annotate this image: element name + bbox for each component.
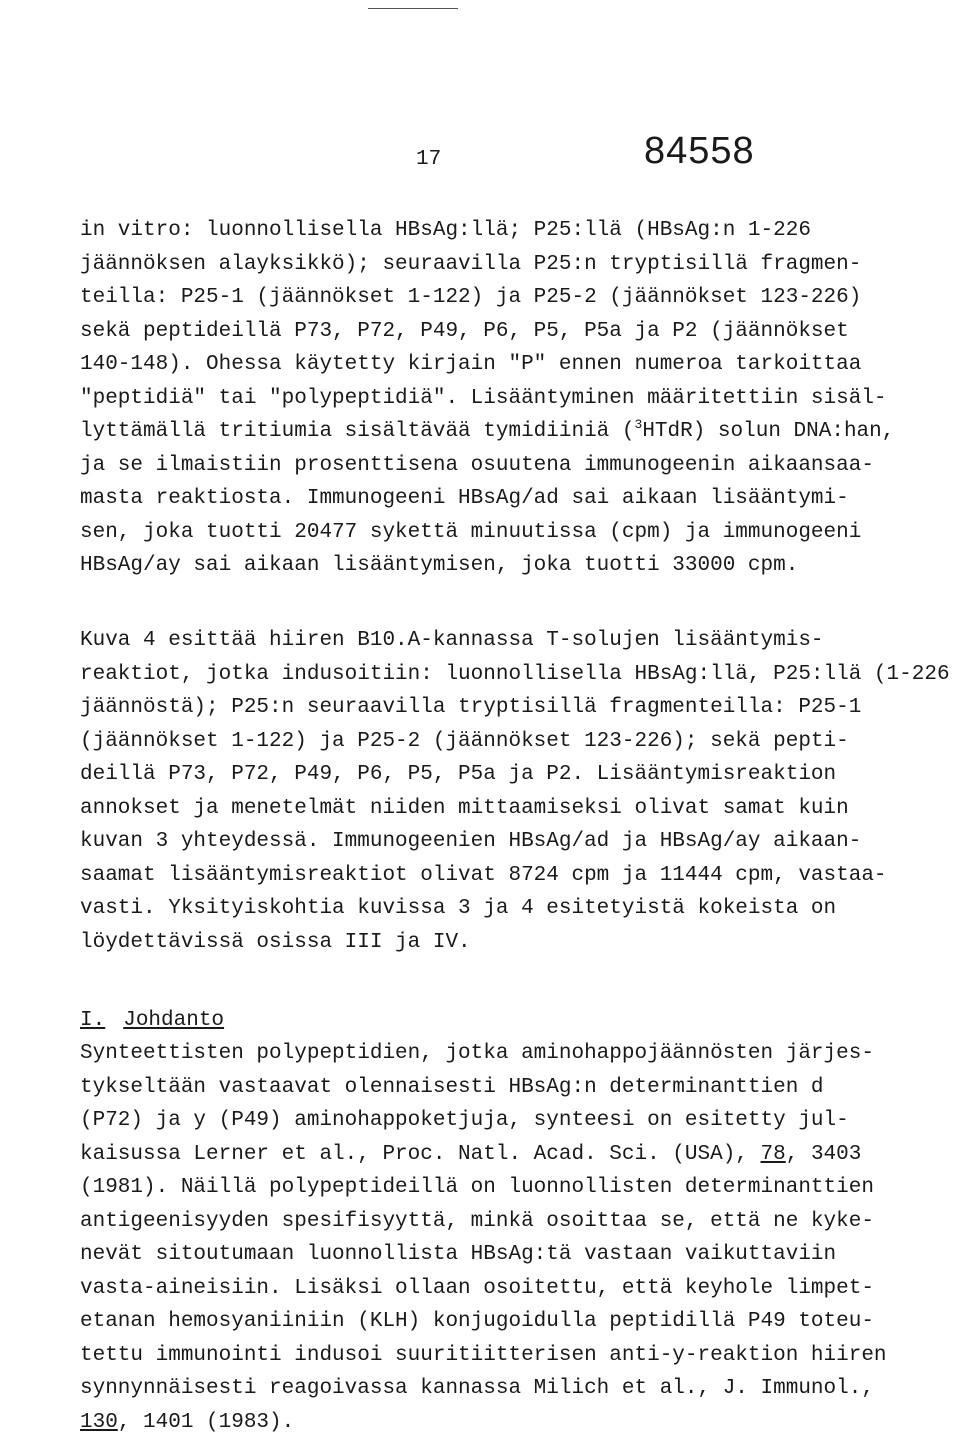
text-segment: , 3403 bbox=[785, 1142, 862, 1166]
text-line: Kuva 4 esittää hiiren B10.A-kannassa T-solujen lisääntymis- bbox=[80, 629, 824, 652]
text-line: tettu immunointi indusoi suuritiitterisen anti-y-reaktion hiiren bbox=[80, 1343, 887, 1367]
paragraph-introduction bbox=[80, 1037, 950, 1439]
text-line-citation bbox=[80, 1406, 950, 1440]
text-line: HBsAg/ay sai aikaan lisääntymisen, joka tuotti 33000 cpm. bbox=[80, 554, 799, 577]
text-line: (1981). Näillä polypeptideillä on luonnollisten determinanttien bbox=[80, 1176, 874, 1199]
paragraph-proliferation bbox=[80, 214, 950, 583]
citation-volume: 78 bbox=[760, 1142, 786, 1166]
text-line: annokset ja menetelmät niiden mittaamiseksi olivat samat kuin bbox=[80, 796, 849, 820]
text-line: "peptidiä" tai "polypeptidiä". Lisääntyminen määritettiin sisäl- bbox=[80, 386, 887, 410]
superscript-3: 3 bbox=[634, 417, 643, 432]
text-line-thymidine bbox=[80, 415, 950, 449]
paragraph-figure-4 bbox=[80, 624, 950, 959]
text-line: vasta-aineisiin. Lisäksi ollaan osoitettu, että keyhole limpet- bbox=[80, 1276, 874, 1300]
text-line: tykseltään vastaavat olennaisesti HBsAg:n determinanttien d bbox=[80, 1075, 824, 1099]
text-line: synnynnäisesti reagoivassa kannassa Milich et al., J. Immunol., bbox=[80, 1377, 874, 1400]
text-segment: lyttämällä tritiumia sisältävää tymidiiniä ( bbox=[80, 420, 635, 443]
citation-volume: 130 bbox=[80, 1410, 118, 1434]
text-line: sekä peptideillä P73, P72, P49, P6, P5, P5a ja P2 (jäännökset bbox=[80, 319, 849, 343]
text-line: nevät sitoutumaan luonnollista HBsAg:tä vastaan vaikuttaviin bbox=[80, 1243, 837, 1266]
text-line: jäännöstä); P25:n seuraavilla tryptisillä fragmenteilla: P25-1 bbox=[80, 696, 862, 719]
text-line: vasti. Yksityiskohtia kuvissa 3 ja 4 esitetyistä kokeista on bbox=[80, 897, 837, 920]
text-line: (P72) ja y (P49) aminohappoketjuja, synteesi on esitetty jul- bbox=[80, 1109, 849, 1132]
text-line: masta reaktiosta. Immunogeeni HBsAg/ad sai aikaan lisääntymi- bbox=[80, 487, 849, 510]
text-segment: HTdR) solun DNA:han, bbox=[642, 420, 895, 443]
text-line: löydettävissä osissa III ja IV. bbox=[80, 930, 471, 954]
text-line: antigeenisyyden spesifisyyttä, minkä osoittaa se, että ne kyke- bbox=[80, 1209, 874, 1233]
text-line: deillä P73, P72, P49, P6, P5, P5a ja P2. Lisääntymisreaktion bbox=[80, 763, 837, 786]
text-line: (jäännökset 1-122) ja P25-2 (jäännökset 123-226); sekä pepti- bbox=[80, 729, 849, 753]
text-segment: , 1401 (1983). bbox=[117, 1410, 295, 1434]
text-line: etanan hemosyaniiniin (KLH) konjugoidulla peptidillä P49 toteu- bbox=[80, 1310, 874, 1333]
section-heading bbox=[80, 1004, 224, 1038]
text-line: reaktiot, jotka indusoitiin: luonnollisella HBsAg:llä, P25:llä (1-226 bbox=[80, 662, 950, 686]
section-title: Johdanto bbox=[123, 1009, 225, 1032]
text-line: 140-148). Ohessa käytetty kirjain "P" ennen numeroa tarkoittaa bbox=[80, 353, 862, 376]
top-rule bbox=[368, 8, 458, 9]
text-line: ja se ilmaistiin prosenttisena osuutena immunogeenin aikaansaa- bbox=[80, 453, 874, 477]
text-line: kuvan 3 yhteydessä. Immunogeenien HBsAg/ad ja HBsAg/ay aikaan- bbox=[80, 830, 862, 853]
text-line: teilla: P25-1 (jäännökset 1-122) ja P25-2 (jäännökset 123-226) bbox=[80, 286, 862, 309]
text-line: in vitro: luonnollisella HBsAg:llä; P25:llä (HBsAg:n 1-226 bbox=[80, 219, 811, 242]
text-line-citation bbox=[80, 1138, 950, 1172]
page-number: 17 bbox=[416, 148, 442, 171]
text-line: sen, joka tuotti 20477 sykettä minuutissa (cpm) ja immunogeeni bbox=[80, 520, 862, 544]
text-segment: kaisussa Lerner et al., Proc. Natl. Acad. Sci. (USA), bbox=[80, 1142, 761, 1166]
text-line: jäännöksen alayksikkö); seuraavilla P25:n tryptisillä fragmen- bbox=[80, 252, 862, 276]
document-number: 84558 bbox=[644, 130, 755, 172]
text-line: saamat lisääntymisreaktiot olivat 8724 cpm ja 11444 cpm, vastaa- bbox=[80, 863, 887, 887]
section-number: I. bbox=[80, 1009, 106, 1032]
text-line: Synteettisten polypeptidien, jotka aminohappojäännösten järjes- bbox=[80, 1042, 874, 1065]
